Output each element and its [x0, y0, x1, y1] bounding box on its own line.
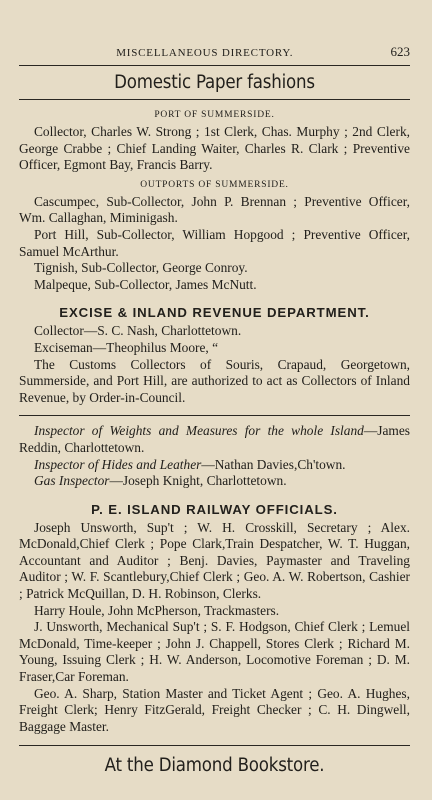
ad-banner-bottom: At the Diamond Bookstore. — [104, 755, 325, 777]
page-number: 623 — [390, 44, 410, 59]
outport-entry: Port Hill, Sub-Collector, William Hopgood ; Preventive Officer, Samuel McArthur. — [19, 226, 410, 259]
inspector-weights — [19, 423, 410, 456]
excise-entry: The Customs Collectors of Souris, Crapaud, Georgetown, Summerside, and Port Hill, are authorized to act as Collectors of Inland Revenue, by Order-in-Council. — [19, 356, 410, 405]
section-divider — [19, 415, 410, 416]
inspector-hides-name: —Nathan Davies,Ch'town. — [201, 456, 346, 472]
excise-entry: Exciseman—Theophilus Moore, “ — [34, 339, 219, 355]
railway-entry: J. Unsworth, Mechanical Sup't ; S. F. Hodgson, Chief Clerk ; Lemuel McDonald, Time-keeper ; John J. Chappell, Stores Clerk ; Richard M. Young, Issuing Clerk ; H. W. Anderson, Locomotive Foreman ; D. M. Fraser,Car Foreman. — [19, 619, 410, 685]
railway-entry: Joseph Unsworth, Sup't ; W. H. Crosskill, Secretary ; Alex. McDonald,Chief Clerk ; Pope Clark,Train Despatcher, W. T. Huggan, Accountant and Auditor ; Benj. Davies, Paymaster and Traveling Auditor ; W. F. Scantlebury,Chief Clerk ; Geo. A. W. Robertson, Cashier ; Patrick McQuillan, D. H. Robinson, Clerks. — [19, 519, 410, 602]
outport-entry: Cascumpec, Sub-Collector, John P. Brennan ; Preventive Officer, Wm. Callaghan, Miminigash. — [19, 193, 410, 226]
outport-entry: Malpeque, Sub-Collector, James McNutt. — [34, 276, 257, 292]
excise-entry: Collector—S. C. Nash, Charlottetown. — [34, 323, 242, 339]
railway-entry: Geo. A. Sharp, Station Master and Ticket Agent ; Geo. A. Hughes, Freight Clerk; Henry FitzGerald, Freight Checker ; C. H. Dingwell, Baggage Master. — [19, 685, 410, 734]
running-head — [19, 0, 410, 60]
inspector-hides — [19, 457, 410, 474]
railway-entry: Harry Houle, John McPherson, Trackmasters. — [34, 602, 280, 618]
port-entry: Collector, Charles W. Strong ; 1st Clerk, Chas. Murphy ; 2nd Clerk, George Crabbe ; Chief Landing Waiter, Charles R. Clark ; Preventive Officer, Egmont Bay, Francis Barry. — [19, 124, 410, 173]
inspector-gas-title: Gas Inspector — [34, 473, 110, 489]
railway-heading: P. E. ISLAND RAILWAY OFFICIALS. — [91, 501, 338, 517]
inspector-weights-title: Inspector of Weights and Measures for the whole Island — [34, 423, 364, 439]
outport-entry: Tignish, Sub-Collector, George Conroy. — [34, 260, 248, 276]
running-head-title: MISCELLANEOUS DIRECTORY. — [116, 47, 294, 59]
inspector-hides-title: Inspector of Hides and Leather — [34, 456, 202, 472]
port-heading: PORT OF SUMMERSIDE. — [154, 110, 275, 120]
inspector-gas — [19, 473, 410, 490]
outports-heading: OUTPORTS OF SUMMERSIDE. — [140, 179, 289, 190]
ad-rule-top — [19, 99, 410, 100]
inspector-gas-name: —Joseph Knight, Charlottetown. — [109, 473, 287, 489]
inspector-weights-name: —James Reddin, Charlottetown. — [19, 423, 410, 455]
excise-heading: EXCISE & INLAND REVENUE DEPARTMENT. — [59, 305, 370, 321]
ad-banner-top: Domestic Paper fashions — [114, 72, 315, 93]
